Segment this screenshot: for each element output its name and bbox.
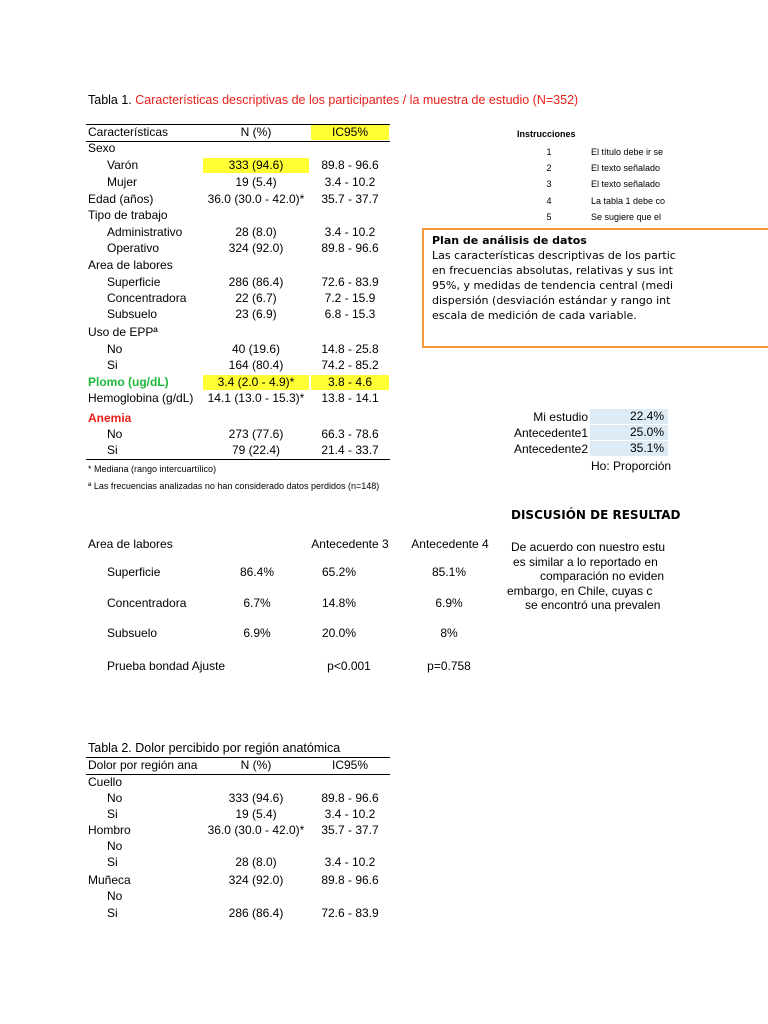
table1-row-n: 324 (92.0) <box>228 241 284 255</box>
instruction-text: El título debe ir se <box>591 147 664 157</box>
table1-row-ci: 3.4 - 10.2 <box>324 175 376 189</box>
analysis-plan-box <box>422 228 768 348</box>
area-table-row-a3: 65.2% <box>321 565 357 579</box>
table2-row-n: 333 (94.6) <box>228 791 284 805</box>
table2-row-label: Si <box>107 906 118 920</box>
instruction-number: 4 <box>546 196 552 206</box>
table1-row-ci: 21.4 - 33.7 <box>321 443 379 457</box>
area-table-row-a3: p<0.001 <box>327 659 371 673</box>
table2-row-ci: 89.8 - 96.6 <box>321 873 379 887</box>
table1-row-label: Sexo <box>88 141 116 155</box>
area-table-row-mine: 6.9% <box>243 626 271 640</box>
area-table-row-label: Superficie <box>107 565 161 579</box>
table1-row-n: 273 (77.6) <box>228 427 284 441</box>
table1-row-label: Tipo de trabajo <box>88 208 168 222</box>
table1-row-label: Mujer <box>107 175 138 189</box>
area-table-row-mine: 86.4% <box>239 565 275 579</box>
table1-row-n: 164 (80.4) <box>228 358 284 372</box>
discussion-line: De acuerdo con nuestro estu <box>511 540 666 554</box>
table2-row-n: 36.0 (30.0 - 42.0)* <box>207 823 305 837</box>
table2-header-ci: IC95% <box>331 758 369 772</box>
instruction-text: Se sugiere que el <box>591 212 662 222</box>
comparison-value: 35.1% <box>590 441 668 456</box>
table1-row-n: 40 (19.6) <box>231 342 281 356</box>
table2-row-ci: 89.8 - 96.6 <box>321 791 379 805</box>
area-table-header-a3: Antecedente 3 <box>311 537 389 551</box>
analysis-plan-title: Plan de análisis de datos <box>432 234 587 247</box>
table1-row-label: Varón <box>107 158 139 172</box>
area-table-header-a4: Antecedente 4 <box>411 537 489 551</box>
table2-row-label: Si <box>107 807 118 821</box>
discussion-line: embargo, en Chile, cuyas c <box>507 584 653 598</box>
table1-row-label: Operativo <box>107 241 160 255</box>
table1-row-n: 333 (94.6) <box>203 158 309 173</box>
analysis-plan-line: 95%, y medidas de tendencia central (medi <box>432 279 674 292</box>
table2-header-region: Dolor por región ana <box>88 758 198 772</box>
table1-row-label: Subsuelo <box>107 307 158 321</box>
table1-row-n: 14.1 (13.0 - 15.3)* <box>207 391 305 405</box>
area-table-row-label: Subsuelo <box>107 626 158 640</box>
table1-title-text: Características descriptivas de los participantes / la muestra de estudio (N=352) <box>135 93 579 107</box>
area-table-row-a4: 85.1% <box>431 565 467 579</box>
table1-row-ci: 74.2 - 85.2 <box>321 358 379 372</box>
table1-row-n: 28 (8.0) <box>235 225 277 239</box>
table2-row-label: Cuello <box>88 775 123 789</box>
area-table-row-a4: 8% <box>440 626 458 640</box>
table2-row-label: No <box>107 791 123 805</box>
table1-title <box>88 93 578 108</box>
table1-row-ci: 6.8 - 15.3 <box>324 307 376 321</box>
table1-header-ci: IC95% <box>311 125 389 140</box>
discussion-line: es similar a lo reportado en <box>513 555 658 569</box>
table1-row-n: 22 (6.7) <box>235 291 277 305</box>
table1-row-ci: 89.8 - 96.6 <box>321 158 379 172</box>
table2-row-label: Si <box>107 855 118 869</box>
table2-row-ci: 3.4 - 10.2 <box>324 855 376 869</box>
table2-row-ci: 72.6 - 83.9 <box>321 906 379 920</box>
table2-row-n: 324 (92.0) <box>228 873 284 887</box>
analysis-plan-line: dispersión (desviación estándar y rango int <box>432 294 671 307</box>
table2-row-n: 19 (5.4) <box>235 807 277 821</box>
area-table-row-a4: p=0.758 <box>427 659 471 673</box>
comparison-value: 25.0% <box>590 425 668 440</box>
area-table-row-mine: 6.7% <box>243 596 271 610</box>
comparison-label: Antecedente2 <box>513 442 588 456</box>
area-table-row-a3: 14.8% <box>321 596 357 610</box>
analysis-plan-line: en frecuencias absolutas, relativas y sus int <box>432 264 673 277</box>
table1-row-label: Superficie <box>107 275 161 289</box>
instruction-number: 5 <box>546 212 552 222</box>
table1-row-label: No <box>107 342 123 356</box>
table1-row-label: Uso de EPPª <box>88 325 158 339</box>
table1-row-ci: 14.8 - 25.8 <box>321 342 379 356</box>
table1-row-n: 286 (86.4) <box>228 275 284 289</box>
table1-row-label: Concentradora <box>107 291 187 305</box>
table1-row-ci: 3.4 - 10.2 <box>324 225 376 239</box>
table1-header-n: N (%) <box>240 125 272 139</box>
table1-row-label-lead: Plomo (ug/dL) <box>88 375 169 389</box>
area-table-row-label: Concentradora <box>107 596 187 610</box>
table1-title-prefix: Tabla 1. <box>88 93 132 107</box>
area-table-header-label: Area de labores <box>88 537 173 551</box>
discussion-title: DISCUSIÓN DE RESULTAD <box>511 508 681 522</box>
table2-row-label: Hombro <box>88 823 131 837</box>
table1-row-ci: 3.8 - 4.6 <box>311 375 389 390</box>
table2-row-label: Muñeca <box>88 873 131 887</box>
table2-row-ci: 3.4 - 10.2 <box>324 807 376 821</box>
instructions-title: Instrucciones <box>517 129 576 139</box>
table1-row-n: 79 (22.4) <box>231 443 281 457</box>
comparison-hypothesis: Ho: Proporción <box>591 459 672 473</box>
table2-row-n: 28 (8.0) <box>235 855 277 869</box>
area-table-row-label: Prueba bondad Ajuste <box>107 659 226 673</box>
analysis-plan-line: Las características descriptivas de los partic <box>432 249 676 262</box>
table2-row-label: No <box>107 889 123 903</box>
table1-footnote-missing: ª Las frecuencias analizadas no han considerado datos perdidos (n=148) <box>88 481 380 491</box>
table1-row-n: 19 (5.4) <box>235 175 277 189</box>
table1-row-ci: 35.7 - 37.7 <box>321 192 379 206</box>
table1-row-label: Edad (años) <box>88 192 154 206</box>
table1-row-label: Administrativo <box>107 225 183 239</box>
table1-row-ci: 89.8 - 96.6 <box>321 241 379 255</box>
discussion-line: comparación no eviden <box>540 569 665 583</box>
area-table-row-a3: 20.0% <box>321 626 357 640</box>
table1-row-label-anemia: Anemia <box>88 411 132 425</box>
table1-row-ci: 72.6 - 83.9 <box>321 275 379 289</box>
instruction-number: 3 <box>546 179 552 189</box>
analysis-plan-line: escala de medición de cada variable. <box>432 309 637 322</box>
table1-row-label: Si <box>107 358 118 372</box>
comparison-value: 22.4% <box>590 409 668 424</box>
table1-row-n: 36.0 (30.0 - 42.0)* <box>207 192 305 206</box>
table1-row-n: 23 (6.9) <box>235 307 277 321</box>
table1-row-label: No <box>107 427 123 441</box>
table1-row-ci: 66.3 - 78.6 <box>321 427 379 441</box>
discussion-line: se encontró una prevalen <box>525 598 661 612</box>
table2-row-label: No <box>107 839 123 853</box>
table1-row-ci: 7.2 - 15.9 <box>324 291 376 305</box>
table1-header-characteristics: Características <box>88 125 169 139</box>
comparison-label: Mi estudio <box>533 410 588 424</box>
table2-row-ci: 35.7 - 37.7 <box>321 823 379 837</box>
comparison-label: Antecedente1 <box>513 426 588 440</box>
area-table-row-a4: 6.9% <box>435 596 463 610</box>
instruction-number: 1 <box>546 147 552 157</box>
table1-row-ci: 13.8 - 14.1 <box>321 391 379 405</box>
table1-row-n: 3.4 (2.0 - 4.9)* <box>203 375 309 390</box>
instruction-text: La tabla 1 debe co <box>591 196 666 206</box>
table1-footnote-median: * Mediana (rango intercuartílico) <box>88 464 217 474</box>
table2-header-n: N (%) <box>240 758 272 772</box>
instruction-number: 2 <box>546 163 552 173</box>
instruction-text: El texto señalado <box>591 163 661 173</box>
table2-row-n: 286 (86.4) <box>228 906 284 920</box>
table1-row-label: Si <box>107 443 118 457</box>
table1-row-label: Hemoglobina (g/dL) <box>88 391 194 405</box>
table1-row-label: Area de labores <box>88 258 173 272</box>
instruction-text: El texto señalado <box>591 179 661 189</box>
table2-title: Tabla 2. Dolor percibido por región anatómica <box>88 741 341 755</box>
